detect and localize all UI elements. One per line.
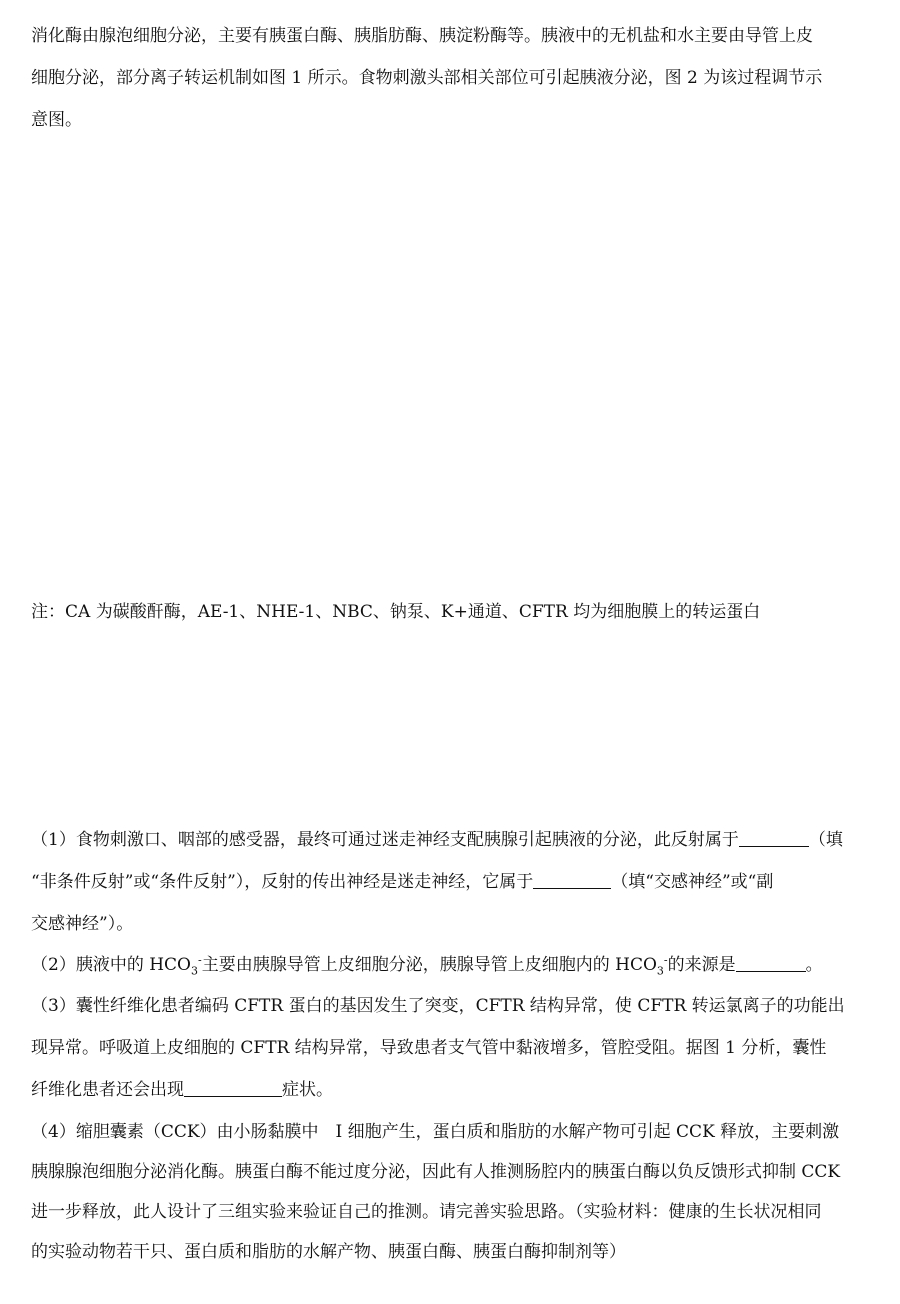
question-3-line-3: 纤维化患者还会出现 症状。 <box>31 1080 333 1100</box>
question-1-line-3: 交感神经”）。 <box>31 914 134 934</box>
question-3-line-1: （3）囊性纤维化患者编码 CFTR 蛋白的基因发生了突变，CFTR 结构异常，使 CFTR 转运氯离子的功能出 <box>31 996 845 1016</box>
figure-2-area <box>31 640 871 820</box>
answer-blank-1[interactable] <box>739 829 809 847</box>
intro-line-3: 意图。 <box>31 110 82 130</box>
answer-blank-2[interactable] <box>533 871 611 889</box>
question-4-line-2: 胰腺腺泡细胞分泌消化酶。胰蛋白酶不能过度分泌，因此有人推测肠腔内的胰蛋白酶以负反馈形式抑制 CCK <box>31 1162 841 1182</box>
question-3-line-2: 现异常。呼吸道上皮细胞的 CFTR 结构异常，导致患者支气管中黏液增多，管腔受阻。据图 1 分析，囊性 <box>31 1038 827 1058</box>
intro-line-2: 细胞分泌，部分离子转运机制如图 1 所示。食物刺激头部相关部位可引起胰液分泌，图 2 为该过程调节示 <box>31 68 823 88</box>
answer-blank-4[interactable] <box>184 1079 282 1097</box>
intro-line-1: 消化酶由腺泡细胞分泌，主要有胰蛋白酶、胰脂肪酶、胰淀粉酶等。胰液中的无机盐和水主要由导管上皮 <box>31 26 813 46</box>
question-4-line-4: 的实验动物若干只、蛋白质和脂肪的水解产物、胰蛋白酶、胰蛋白酶抑制剂等） <box>31 1242 626 1262</box>
question-4-line-1: （4）缩胆囊素（CCK）由小肠黏膜中 I 细胞产生，蛋白质和脂肪的水解产物可引起 CCK 释放，主要刺激 <box>31 1122 840 1142</box>
figure-1-area <box>31 140 871 580</box>
figure-note: 注：CA 为碳酸酐酶，AE-1、NHE-1、NBC、钠泵、K+通道、CFTR 均为细胞膜上的转运蛋白 <box>31 602 761 622</box>
question-1-line-2: “非条件反射”或“条件反射”），反射的传出神经是迷走神经，它属于 （填“交感神经”或“副 <box>31 872 774 892</box>
answer-blank-3[interactable] <box>736 954 806 972</box>
question-4-line-3: 进一步释放，此人设计了三组实验来验证自己的推测。请完善实验思路。（实验材料：健康的生长状况相同 <box>31 1202 822 1222</box>
question-1-line-1: （1）食物刺激口、咽部的感受器，最终可通过迷走神经支配胰腺引起胰液的分泌，此反射属于 （填 <box>31 830 843 850</box>
question-2-line-1: （2）胰液中的 $HCO_3^-$主要由胰腺导管上皮细胞分泌，胰腺导管上皮细胞内的 $HCO_3^-$的来源是 。 <box>31 953 823 978</box>
